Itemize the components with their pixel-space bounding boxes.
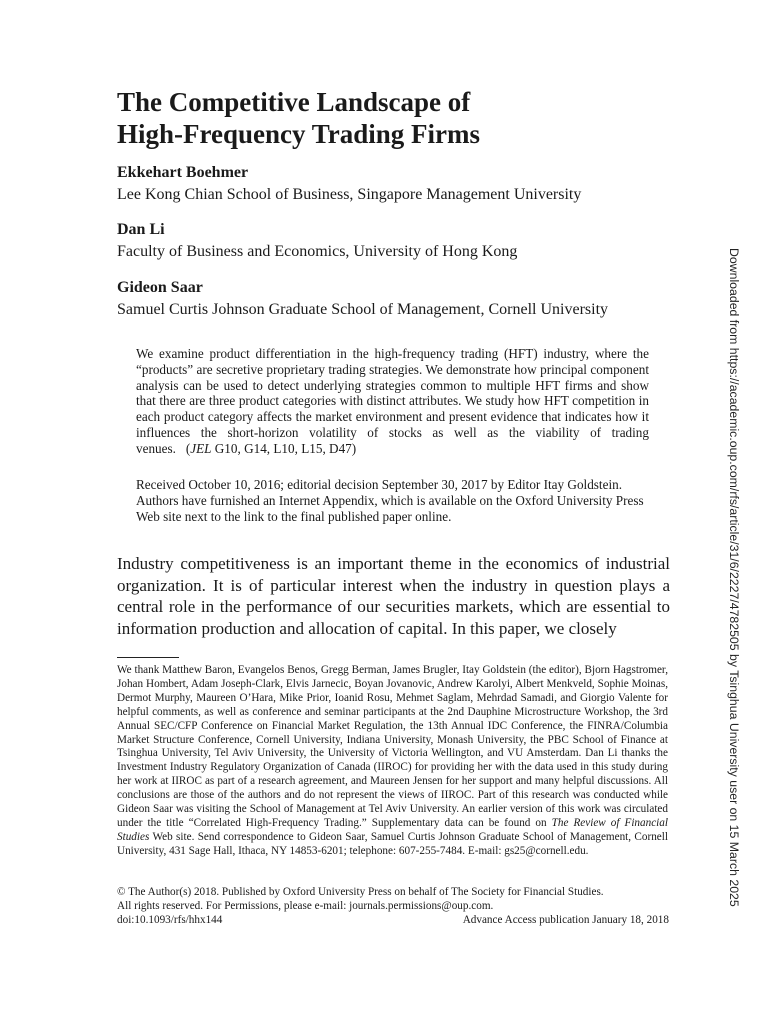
doi: doi:10.1093/rfs/hhx144 — [117, 913, 223, 926]
jel-label: JEL — [190, 440, 212, 456]
author-block-3 — [117, 278, 677, 320]
abstract: We examine product differentiation in the high-frequency trading (HFT) industry, where the “products” are secretive proprietary trading strategies. We demonstrate how principal component analysis can be used to detect underlying strategies common to multiple HFT firms and show that there are three product categories with distinct attributes. We study how HFT competition in each product category affects the market environment and present evidence that indicates how it influences the short-horizon volatility of stocks as well as the viability of trading venues. (JEL G10, G14, L10, L15, D47) — [136, 346, 649, 456]
copyright-line: © The Author(s) 2018. Published by Oxford University Press on behalf of The Society for Financial Studies. — [117, 886, 604, 898]
doi-row — [117, 914, 669, 928]
journal-name: The Review of Financial Studies — [117, 816, 668, 843]
footnote-text-cont: Web site. Send correspondence to Gideon Saar, Samuel Curtis Johnson Graduate School of Management, Cornell University, 431 Sage Hall, Ithaca, NY 14853-6201; telephone: 607-255-7484. E-mail: gs25@cornell.edu. — [117, 830, 668, 857]
abstract-text: We examine product differentiation in the high-frequency trading (HFT) industry, where the “products” are secretive proprietary trading strategies. We demonstrate how principal component analysis can be used to detect underlying strategies common to multiple HFT firms and show that there are three product categories with distinct attributes. We study how HFT competition in each product category affects the market environment and present evidence that indicates how it influences the short-horizon volatility of stocks as well as the viability of trading venues. — [136, 346, 649, 456]
author-name: Ekkehart Boehmer — [117, 164, 249, 181]
paper-title — [117, 86, 677, 150]
author-block-2 — [117, 220, 677, 262]
author-name: Gideon Saar — [117, 279, 203, 296]
author-block-1 — [117, 163, 677, 205]
received-note: Received October 10, 2016; editorial decision September 30, 2017 by Editor Itay Goldstein. Authors have furnished an Internet Appendix, which is available on the Oxford University Press Web site next to the link to the final published paper online. — [136, 477, 644, 524]
author-name: Dan Li — [117, 221, 165, 238]
title-line-2: High-Frequency Trading Firms — [117, 119, 481, 149]
download-notice: Downloaded from https://academic.oup.com/rfs/article/31/6/2227/4782505 by Tsinghua University user on 15 March 2025 — [727, 248, 741, 907]
title-line-1: The Competitive Landscape of — [117, 87, 471, 117]
copyright-block — [117, 886, 669, 927]
footnote-rule — [117, 657, 179, 658]
acknowledgement-footnote — [117, 664, 668, 859]
jel-codes: G10, G14, L10, L15, D47) — [214, 440, 357, 456]
author-affiliation: Samuel Curtis Johnson Graduate School of Management, Cornell University — [117, 301, 609, 318]
intro-paragraph: Industry competitiveness is an important theme in the economics of industrial organization. It is of particular interest when the industry in question plays a central role in the performance of our securities markets, which are essential to information production and allocation of capital. In this paper, we closely — [117, 554, 670, 638]
author-affiliation: Faculty of Business and Economics, University of Hong Kong — [117, 243, 518, 260]
permissions-line: All rights reserved. For Permissions, please e-mail: journals.permissions@oup.com. — [117, 899, 494, 912]
author-affiliation: Lee Kong Chian School of Business, Singapore Management University — [117, 186, 582, 203]
advance-access: Advance Access publication January 18, 2018 — [462, 913, 669, 926]
download-watermark — [722, 248, 748, 928]
footnote-text: We thank Matthew Baron, Evangelos Benos, Gregg Berman, James Brugler, Itay Goldstein (the editor), Bjorn Hagstromer, Johan Hombert, Adam Joseph-Clark, Elvis Jarnecic, Boyan Jovanovic, Andrew Karolyi, Albert Menkveld, Sophie Moinas, Dermot Murphy, Maureen O’Hara, Mike Prior, Ioanid Rosu, Mehmet Saglam, Mehrdad Samadi, and Giorgio Valente for helpful comments, as well as conference and seminar participants at the 2nd Dauphine Microstructure Workshop, the 3rd Annual SEC/CFP Conference on Financial Market Regulation, the 13th Annual IDC Conference, the FINRA/Columbia Market Structure Conference, Cornell University, Indiana University, Monash University, the PBC School of Finance at Tsinghua University, Tel Aviv University, the University of Victoria Wellington, and VU Amsterdam. Dan Li thanks the Investment Industry Regulatory Organization of Canada (IIROC) for providing her with the data used in this study during her work at IIROC as part of a research agreement, and Maureen Jensen for her support and many helpful discussions. All conclusions are those of the authors and do not represent the views of IIROC. Part of this research was conducted while Gideon Saar was visiting the School of Management at Tel Aviv University. An earlier version of this work was circulated under the title “Correlated High-Frequency Trading.” Supplementary data can be found on — [117, 664, 668, 829]
